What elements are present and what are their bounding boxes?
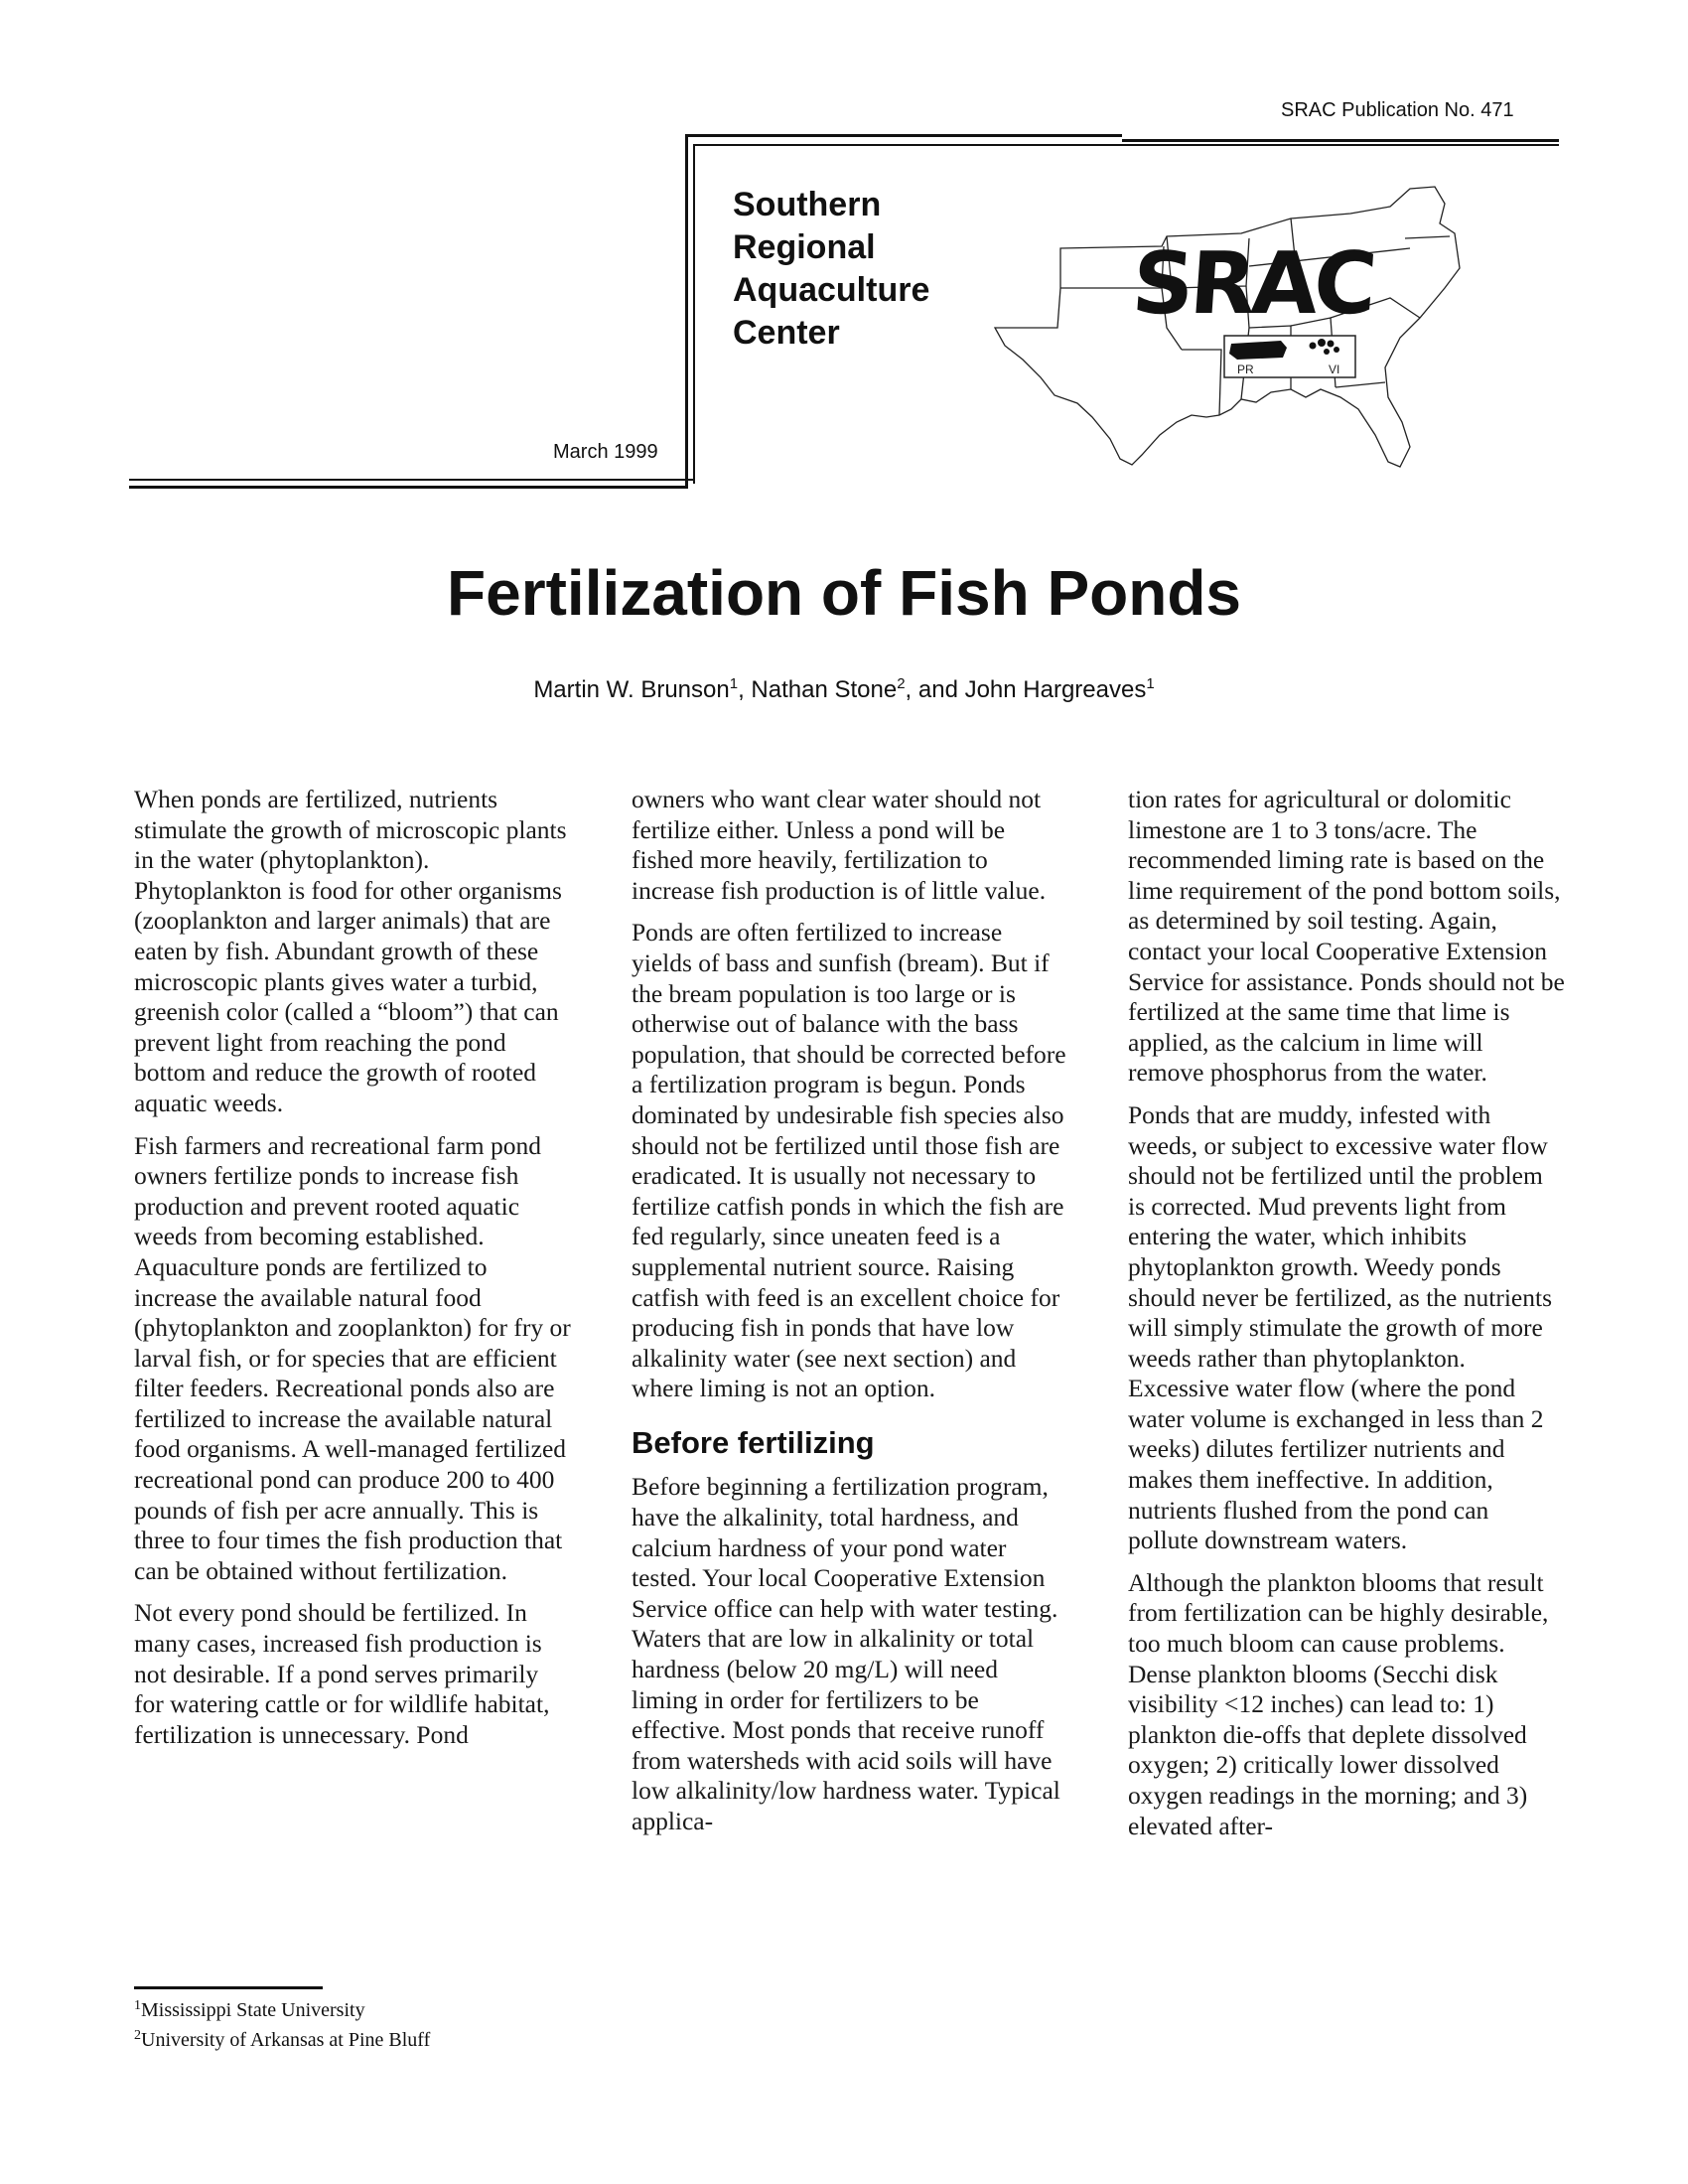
header-rule-top-outer xyxy=(685,134,1122,137)
affiliation-mark: 2 xyxy=(897,675,906,692)
vi-label: VI xyxy=(1329,363,1340,376)
publication-number: SRAC Publication No. 471 xyxy=(1281,99,1514,121)
center-name xyxy=(733,184,929,355)
author-separator: , and xyxy=(905,676,965,703)
affiliation-mark: 1 xyxy=(1146,675,1155,692)
body-paragraph: Fish farmers and recreational farm pond owners fertilize ponds to increase fish production and prevent rooted aquatic weeds from becoming established. Aquaculture ponds are fertilized to increase the available natural food (phytoplankton and zooplankton) for fry or larval fish, or for species that are efficient filter feeders. Recreational ponds also are fertilized to increase the available natural food organisms. A well-managed fertilized recreational pond can produce 200 to 400 pounds of fish per acre annually. This is three to four times the fish production that can be obtained without fertilization. xyxy=(134,1130,571,1585)
author-separator: , xyxy=(738,676,752,703)
body-paragraph: Ponds are often fertilized to increase yields of bass and sunfish (bream). But if the bream population is too large or is otherwise out of balance with the bass population, that should be corrected before a fertilization program is begun. Ponds dominated by undesirable fish species also should not be fertilized until those fish are eradicated. It is usually not necessary to fertilize catfish ponds in which the fish are fed regularly, since uneaten feed is a supplemental nutrient source. Raising catfish with feed is an excellent choice for producing fish in ponds that have low alkalinity water (see next section) and where liming is not an option. xyxy=(632,918,1066,1403)
publication-date: March 1999 xyxy=(553,441,658,463)
document-title: Fertilization of Fish Ponds xyxy=(447,557,1241,629)
center-name-line: Center xyxy=(733,314,840,352)
body-paragraph: Although the plankton blooms that result from fertilization can be highly desirable, too much bloom can cause problems. Dense plankton blooms (Secchi disk visibility <12 inches) can lead to: 1) plankton die-offs that deplete dissolved oxygen; 2) critically lower dissolved oxygen readings in the morning; and 3) elevated after- xyxy=(1128,1567,1549,1840)
footnote-rule xyxy=(134,1986,323,1989)
header-vrule-inner xyxy=(693,144,695,484)
body-column-2 xyxy=(632,785,1068,1849)
header-rule-top-inner xyxy=(693,144,1559,146)
body-column-3 xyxy=(1128,785,1565,1853)
body-paragraph: Ponds that are muddy, infested with weeds, or subject to excessive water flow should not be fertilized until the problem is corrected. Mud prevents light from entering the water, which inhibits phytoplankton growth. Weedy ponds should never be fertilized, as the nutrients will simply stimulate the growth of more weeds rather than phytoplankton. Excessive water flow (where the pond water volume is exchanged in less than 2 weeks) dilutes fertilizer nutrients and makes them ineffective. In addition, nutrients flushed from the pond can pollute downstream waters. xyxy=(1128,1099,1552,1555)
footnote xyxy=(134,2028,430,2052)
author-name: Nathan Stone xyxy=(751,676,898,703)
puerto-rico-shape xyxy=(1229,341,1287,360)
header-vrule-outer xyxy=(685,134,688,489)
body-paragraph: owners who want clear water should not fertilize either. Unless a pond will be fished more heavily, fertilization to increase fish production is of little value. xyxy=(632,785,1047,905)
body-paragraph: Not every pond should be fertilized. In many cases, increased fish production is not desirable. If a pond serves primarily for watering cattle or for wildlife habitat, fertilization is unnecessary. Pond xyxy=(134,1598,550,1749)
center-name-line: Regional xyxy=(733,228,876,266)
body-column-1 xyxy=(134,785,571,1762)
author-name: Martin W. Brunson xyxy=(533,676,730,703)
footnote xyxy=(134,1998,365,2022)
body-paragraph: tion rates for agricultural or dolomitic limestone are 1 to 3 tons/acre. The recommended liming rate is based on the lime requirement of the pond bottom soils, as determined by soil testing. Again, contact your local Cooperative Extension Service for assistance. Ponds should not be fertilized at the same time that lime is applied, as the calcium in lime will remove phosphorus from the water. xyxy=(1128,785,1565,1088)
body-paragraph: When ponds are fertilized, nutrients stimulate the growth of microscopic plants in the water (phytoplankton). Phytoplankton is food for other organisms (zooplankton and larger animals) that are eaten by fish. Abundant growth of these microscopic plants gives water a turbid, greenish color (called a “bloom”) that can prevent light from reaching the pond bottom and reduce the growth of rooted aquatic weeds. xyxy=(134,785,567,1117)
header-rule-bottom-inner xyxy=(129,479,695,481)
srac-map-logo xyxy=(993,179,1559,477)
author-line xyxy=(0,675,1688,704)
pr-label: PR xyxy=(1237,363,1254,376)
center-name-line: Aquaculture xyxy=(733,271,930,309)
footnote-text: Mississippi State University xyxy=(141,1999,365,2021)
footnote-mark: 2 xyxy=(134,2028,141,2043)
center-name-line: Southern xyxy=(733,186,882,223)
affiliation-mark: 1 xyxy=(729,675,739,692)
header-rule-bottom-outer xyxy=(129,486,688,489)
srac-logo-text: SRAC xyxy=(1129,234,1376,334)
footnote-text: University of Arkansas at Pine Bluff xyxy=(141,2029,431,2051)
section-heading: Before fertilizing xyxy=(632,1424,875,1460)
footnote-mark: 1 xyxy=(134,1998,141,2013)
body-paragraph: Before beginning a fertilization program, have the alkalinity, total hardness, and calcium hardness of your pond water tested. Your local Cooperative Extension Service office can help with water testing. Waters that are low in alkalinity or total hardness (below 20 mg/L) will need liming in order for fertilizers to be effective. Most ponds that receive runoff from watersheds with acid soils will have low alkalinity/low hardness water. Typical applica- xyxy=(632,1472,1060,1835)
header-rule-top-right xyxy=(1122,139,1559,142)
author-name: John Hargreaves xyxy=(964,676,1147,703)
